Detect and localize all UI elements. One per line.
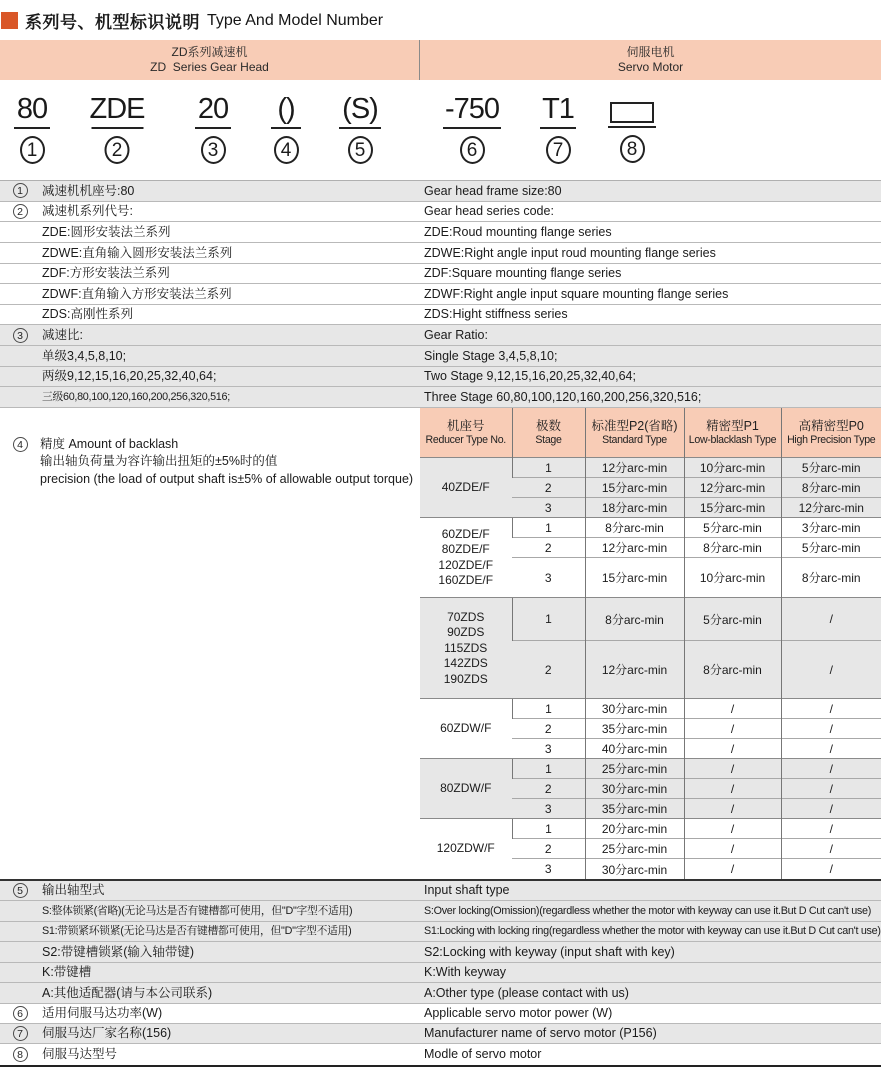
stage-cell: 3 (512, 859, 585, 879)
table-row (420, 598, 881, 641)
circled-number-5: 5 (13, 883, 28, 898)
backlash-value-cell: / (684, 819, 781, 839)
model-segment-8 (608, 92, 656, 163)
definition-zh: 三级60,80,100,120,160,200,256,320,516; (42, 390, 230, 403)
stage-cell: 2 (512, 478, 585, 498)
table-row (420, 518, 881, 538)
definition-row (0, 983, 881, 1003)
definitions-top (0, 180, 881, 408)
definition-en: S1:Locking with locking ring(regardless whether the motor with keyway can use it.But D Cut can't use) (424, 925, 881, 938)
definition-row (0, 202, 881, 223)
definition-zh: K:带键槽 (42, 965, 92, 980)
stage-cell: 3 (512, 799, 585, 819)
stage-cell: 2 (512, 839, 585, 859)
table-row (420, 458, 881, 478)
backlash-value-cell: / (781, 799, 881, 819)
definition-zh: 伺服马达型号 (42, 1047, 118, 1062)
backlash-value-cell: / (684, 739, 781, 759)
model-code-breakdown (0, 80, 881, 180)
backlash-value-cell: / (781, 819, 881, 839)
segment-underline (443, 127, 501, 129)
table-header-cell: 精密型P1 Low-blacklash Type (684, 408, 781, 458)
blank-box-icon (610, 102, 654, 123)
definition-en: A:Other type (please contact with us) (424, 985, 629, 1000)
segment-underline (540, 127, 576, 129)
backlash-value-cell: / (781, 859, 881, 879)
circled-number-1: 1 (20, 136, 45, 164)
stage-cell: 1 (512, 699, 585, 719)
definition-row (0, 284, 881, 305)
backlash-value-cell: 5分arc-min (684, 518, 781, 538)
backlash-value-cell: 8分arc-min (585, 518, 684, 538)
stage-cell: 3 (512, 739, 585, 759)
backlash-value-cell: 8分arc-min (781, 478, 881, 498)
backlash-value-cell: 8分arc-min (585, 598, 684, 641)
segment-underline (339, 127, 381, 129)
backlash-value-cell: 18分arc-min (585, 498, 684, 518)
definition-en: Gear head series code: (424, 204, 554, 219)
backlash-value-cell: 25分arc-min (585, 759, 684, 779)
band-gearhead-cell (0, 40, 420, 80)
definition-row (0, 963, 881, 983)
table-row (420, 759, 881, 779)
backlash-value-cell: 15分arc-min (684, 498, 781, 518)
band-servo-en: Servo Motor (617, 60, 684, 74)
backlash-line3: precision (the load of output shaft is±5% of allowable output torque) (40, 471, 414, 486)
reducer-type-cell: 60ZDW/F (420, 699, 512, 759)
circled-number-4: 4 (274, 136, 299, 164)
page-title (0, 0, 881, 35)
backlash-value-cell: 12分arc-min (585, 538, 684, 558)
stage-cell: 1 (512, 598, 585, 641)
model-segment-4 (271, 92, 301, 164)
table-header-cell: 高精密型P0 High Precision Type (781, 408, 881, 458)
definition-en: K:With keyway (424, 965, 506, 980)
page-title-en: Type And Model Number (207, 11, 384, 29)
definition-en: S:Over locking(Omission)(regardless whether the motor with keyway can use it.But D Cut can't use) (424, 904, 872, 917)
backlash-value-cell: / (781, 779, 881, 799)
segment-underline (608, 126, 656, 128)
backlash-value-cell: / (684, 839, 781, 859)
stage-cell: 1 (512, 819, 585, 839)
backlash-value-cell: / (684, 759, 781, 779)
segment-underline (271, 127, 301, 129)
circled-number-2: 2 (13, 204, 28, 219)
definition-zh: 伺服马达厂家名称(156) (42, 1026, 172, 1041)
circled-number-8: 8 (620, 135, 645, 163)
definition-en: ZDWE:Right angle input roud mounting flange series (424, 245, 716, 260)
segment-underline (14, 127, 50, 129)
definition-row (0, 922, 881, 942)
backlash-value-cell: 5分arc-min (781, 538, 881, 558)
circled-number-2: 2 (105, 136, 130, 164)
model-segment-1 (14, 92, 50, 164)
definition-row (0, 346, 881, 367)
definition-zh: A:其他适配器(请与本公司联系) (42, 985, 213, 1000)
definition-zh: ZDF:方形安装法兰系列 (42, 266, 170, 281)
backlash-table-body (420, 458, 881, 879)
band-gearhead-en: ZD Series Gear Head (150, 60, 269, 74)
definition-en: Single Stage 3,4,5,8,10; (424, 348, 558, 363)
backlash-value-cell: / (781, 839, 881, 859)
backlash-value-cell: 12分arc-min (684, 478, 781, 498)
definition-zh: 适用伺服马达功率(W) (42, 1006, 163, 1021)
backlash-line2: 输出轴负荷量为容许输出扭矩的±5%时的值 (40, 454, 278, 469)
stage-cell: 3 (512, 558, 585, 598)
definition-row (0, 181, 881, 202)
backlash-value-cell: / (684, 799, 781, 819)
circled-number-6: 6 (460, 136, 485, 164)
backlash-table (420, 408, 881, 879)
stage-cell: 2 (512, 719, 585, 739)
stage-cell: 1 (512, 759, 585, 779)
circled-number-7: 7 (546, 136, 571, 164)
circled-number-1: 1 (13, 183, 28, 198)
model-segment-6 (443, 92, 501, 164)
definition-row (0, 222, 881, 243)
definition-row (0, 387, 881, 408)
backlash-value-cell: 10分arc-min (684, 458, 781, 478)
backlash-value-cell: 35分arc-min (585, 799, 684, 819)
definition-zh: 输出轴型式 (42, 883, 105, 898)
definition-en: ZDF:Square mounting flange series (424, 266, 622, 281)
page-title-zh: 系列号、机型标识说明 (25, 13, 200, 32)
backlash-value-cell: / (684, 699, 781, 719)
definition-zh: S:整体锁紧(省略)(无论马达是否有键槽都可使用，但"D"字型不适用) (42, 904, 353, 917)
segment-underline (195, 127, 231, 129)
model-segment-7 (540, 92, 576, 164)
backlash-value-cell: / (684, 719, 781, 739)
backlash-value-cell: / (781, 759, 881, 779)
definition-zh: ZDE:圆形安装法兰系列 (42, 224, 171, 239)
definitions-bottom (0, 879, 881, 1067)
reducer-type-cell: 80ZDW/F (420, 759, 512, 819)
model-segment-2 (90, 92, 145, 164)
backlash-value-cell: 30分arc-min (585, 859, 684, 879)
definition-en: Applicable servo motor power (W) (424, 1006, 613, 1021)
model-segment-5 (339, 92, 381, 164)
title-square-icon (1, 12, 18, 29)
model-segment-text: T1 (542, 93, 574, 125)
backlash-value-cell: 20分arc-min (585, 819, 684, 839)
definition-row (0, 881, 881, 901)
circled-number-8: 8 (13, 1047, 28, 1062)
backlash-value-cell: 30分arc-min (585, 779, 684, 799)
stage-cell: 2 (512, 641, 585, 699)
model-segment-text: () (277, 93, 295, 125)
backlash-value-cell: 5分arc-min (781, 458, 881, 478)
backlash-value-cell: / (781, 641, 881, 699)
table-header-cell: 极数 Stage (512, 408, 585, 458)
definition-row (0, 264, 881, 285)
definition-en: ZDS:Hight stiffness series (424, 307, 568, 322)
backlash-table-header (420, 408, 881, 458)
definition-zh: S1:带锁紧环锁紧(无论马达是否有键槽都可使用，但"D"字型不适用) (42, 925, 352, 938)
table-header-cell: 机座号 Reducer Type No. (420, 408, 512, 458)
circled-number-5: 5 (348, 136, 373, 164)
definition-row (0, 901, 881, 921)
header-band (0, 40, 881, 80)
stage-cell: 2 (512, 538, 585, 558)
backlash-value-cell: 15分arc-min (585, 478, 684, 498)
backlash-value-cell: 25分arc-min (585, 839, 684, 859)
circled-number-4: 4 (13, 436, 28, 879)
band-servo-zh: 伺服电机 (626, 45, 675, 59)
definition-zh: ZDWE:直角输入圆形安装法兰系列 (42, 245, 233, 260)
definition-row (0, 325, 881, 346)
circled-number-6: 6 (13, 1006, 28, 1021)
backlash-value-cell: / (781, 739, 881, 759)
definition-en: Manufacturer name of servo motor (P156) (424, 1026, 657, 1041)
definition-row (0, 1004, 881, 1024)
backlash-value-cell: / (781, 699, 881, 719)
definition-en: Modle of servo motor (424, 1047, 542, 1062)
definition-row (0, 305, 881, 326)
backlash-value-cell: / (684, 859, 781, 879)
definition-row (0, 243, 881, 264)
definition-en: Two Stage 9,12,15,16,20,25,32,40,64; (424, 369, 636, 384)
band-gearhead-zh: ZD系列减速机 (171, 45, 248, 59)
definition-en: Input shaft type (424, 883, 510, 898)
backlash-value-cell: 35分arc-min (585, 719, 684, 739)
definition-row (0, 1024, 881, 1044)
circled-number-3: 3 (201, 136, 226, 164)
model-segment-text: ZDE (89, 93, 145, 125)
backlash-value-cell: 12分arc-min (585, 458, 684, 478)
backlash-value-cell: 30分arc-min (585, 699, 684, 719)
backlash-line1: 精度 Amount of backlash (40, 436, 179, 451)
backlash-value-cell: 8分arc-min (781, 558, 881, 598)
segment-underline (91, 127, 143, 129)
definition-zh: S2:带键槽锁紧(输入轴带键) (42, 944, 195, 959)
definition-en: ZDE:Roud mounting flange series (424, 224, 612, 239)
backlash-value-cell: / (781, 719, 881, 739)
definition-en: Gear Ratio: (424, 328, 488, 342)
stage-cell: 1 (512, 518, 585, 538)
definition-row (0, 1044, 881, 1064)
reducer-type-cell: 120ZDW/F (420, 819, 512, 879)
backlash-value-cell: 10分arc-min (684, 558, 781, 598)
reducer-type-cell: 40ZDE/F (420, 458, 512, 518)
backlash-value-cell: / (781, 598, 881, 641)
reducer-type-cell: 60ZDE/F 80ZDE/F 120ZDE/F 160ZDE/F (420, 518, 512, 598)
stage-cell: 1 (512, 458, 585, 478)
section-backlash (0, 408, 881, 879)
backlash-description (0, 408, 420, 879)
definition-zh: 两级9,12,15,16,20,25,32,40,64; (42, 369, 217, 384)
backlash-value-cell: / (684, 779, 781, 799)
definition-en: S2:Locking with keyway (input shaft with key) (424, 944, 675, 959)
reducer-type-cell: 70ZDS 90ZDS 115ZDS 142ZDS 190ZDS (420, 598, 512, 699)
definition-zh: 单级3,4,5,8,10; (42, 348, 127, 363)
definition-row (0, 942, 881, 962)
definition-en: Gear head frame size:80 (424, 183, 562, 198)
backlash-value-cell: 12分arc-min (585, 641, 684, 699)
table-row (420, 819, 881, 839)
definition-en: ZDWF:Right angle input square mounting flange series (424, 286, 729, 301)
model-segment-text: 20 (197, 93, 229, 125)
backlash-value-cell: 5分arc-min (684, 598, 781, 641)
backlash-value-cell: 40分arc-min (585, 739, 684, 759)
definition-zh: 减速机机座号:80 (42, 183, 135, 198)
model-segment-text: -750 (444, 93, 500, 125)
circled-number-7: 7 (13, 1026, 28, 1041)
backlash-value-cell: 3分arc-min (781, 518, 881, 538)
backlash-table-wrap (420, 408, 881, 879)
backlash-value-cell: 8分arc-min (684, 538, 781, 558)
definition-zh: 减速比: (42, 328, 83, 342)
definition-zh: ZDS:高刚性系列 (42, 307, 133, 322)
backlash-value-cell: 15分arc-min (585, 558, 684, 598)
stage-cell: 2 (512, 779, 585, 799)
stage-cell: 3 (512, 498, 585, 518)
model-segment-text: 80 (16, 93, 48, 125)
model-segment-3 (195, 92, 231, 164)
table-header-cell: 标准型P2(省略) Standard Type (585, 408, 684, 458)
band-servo-cell (420, 40, 881, 80)
definition-row (0, 367, 881, 388)
definition-en: Three Stage 60,80,100,120,160,200,256,320,516; (424, 389, 702, 404)
model-segment-text: (S) (342, 93, 378, 125)
circled-number-3: 3 (13, 328, 28, 343)
definition-zh: ZDWF:直角输入方形安装法兰系列 (42, 286, 232, 301)
table-row (420, 699, 881, 719)
definition-zh: 减速机系列代号: (42, 204, 133, 219)
backlash-value-cell: 12分arc-min (781, 498, 881, 518)
backlash-value-cell: 8分arc-min (684, 641, 781, 699)
